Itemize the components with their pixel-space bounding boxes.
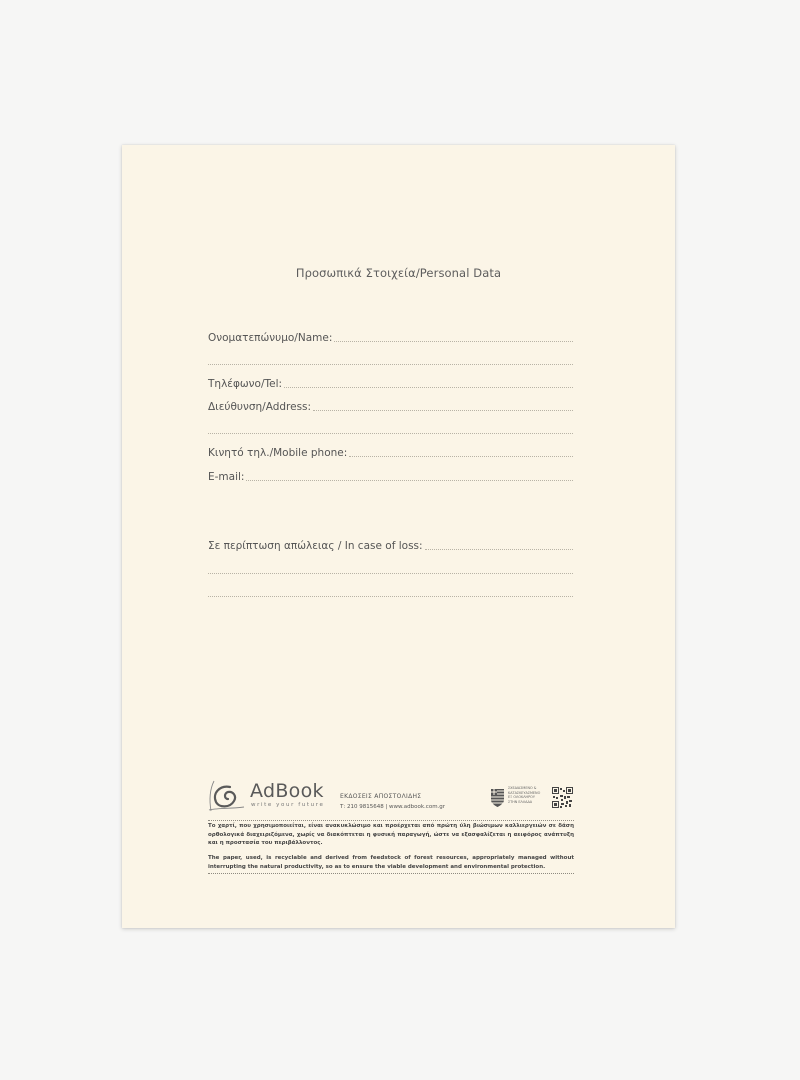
publisher-contact: Τ: 210 9815648 | www.adbook.com.gr (340, 804, 446, 810)
name-field (208, 330, 573, 344)
cert-line: ΣΧΕΔΙΑΣΜΕΝΟ & (508, 786, 537, 790)
tel-line (284, 387, 573, 388)
address-field (208, 399, 573, 413)
loss-line-2 (208, 573, 573, 574)
personal-data-page (122, 145, 675, 928)
address-line (313, 410, 573, 411)
page-title: Προσωπικά Στοιχεία/Personal Data (295, 266, 502, 280)
mobile-line (349, 456, 573, 457)
name-label: Ονοματεπώνυμο/Name: (208, 332, 333, 344)
footer-divider (208, 820, 574, 821)
mobile-label: Κινητό τηλ./Mobile phone: (208, 447, 348, 459)
email-field (208, 469, 573, 483)
cert-line: ΕΞ ΟΛΟΚΛΗΡΟΥ (508, 795, 535, 800)
mobile-field (208, 445, 573, 459)
adbook-logo-icon (206, 777, 248, 815)
name-line-2 (208, 364, 573, 365)
cert-line: ΣΤΗΝ ΕΛΛΑΔΑ (508, 799, 533, 804)
tel-label: Τηλέφωνο/Tel: (208, 378, 283, 390)
made-in-greece-note (508, 786, 552, 804)
brand-tagline: write your future (251, 802, 325, 808)
qr-code-icon (552, 787, 573, 808)
email-line (246, 480, 573, 481)
loss-label: Σε περίπτωση απώλειας / In case of loss: (208, 540, 423, 552)
name-line (334, 341, 573, 342)
loss-line (425, 549, 573, 550)
environment-note-greek: Το χαρτί, που χρησιμοποιείται, είναι ανακυκλώσιμο και προέρχεται από πρώτη ύλη βιώσιμων καλλιεργειών σε δάση ορθολογικά διαχειριζόμενα, χωρίς να διακόπτεται η φυσική παραγωγή, ώστε να εξασφαλίζεται η αειφόρος ανάπτυξη και η προστασία του περιβάλλοντος. (208, 823, 574, 846)
address-label: Διεύθυνση/Address: (208, 401, 312, 413)
publisher-name: ΕΚΔΟΣΕΙΣ ΑΠΟΣΤΟΛΙΔΗΣ (340, 793, 422, 800)
environment-note-english: The paper, used, is recyclable and derived from feedstock of forest resources, appropriately managed without interrupting the natural productivity, so as to ensure the viable development and environmental protection. (208, 855, 574, 870)
greek-flag-icon (489, 787, 506, 808)
loss-field (208, 538, 573, 552)
tel-field (208, 376, 573, 390)
loss-line-3 (208, 596, 573, 597)
email-label: E-mail: (208, 471, 245, 483)
footer-divider-bottom (208, 873, 574, 874)
address-line-2 (208, 433, 573, 434)
cert-line: ΚΑΤΑΣΚΕΥΑΣΜΕΝΟ (508, 790, 541, 795)
brand-name: AdBook (250, 780, 324, 802)
